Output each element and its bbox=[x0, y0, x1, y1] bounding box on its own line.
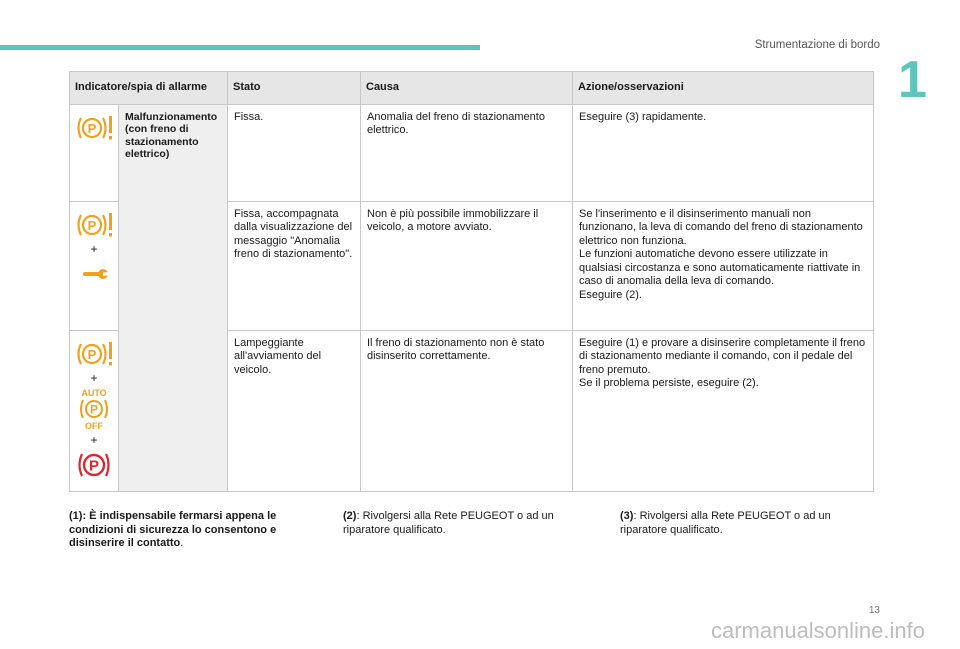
auto-off-parking-icon bbox=[74, 387, 114, 431]
footnote-3-text: : Rivolgersi alla Rete PEUGEOT o ad un riparatore qualificato. bbox=[620, 510, 831, 536]
cell-azione: Eseguire (3) rapidamente. bbox=[573, 104, 874, 201]
warning-light-table bbox=[69, 71, 874, 492]
parking-brake-fault-icon bbox=[74, 210, 114, 240]
footnote-2-text: : Rivolgersi alla Rete PEUGEOT o ad un riparatore qualificato. bbox=[343, 510, 554, 536]
cell-causa: Non è più possibile immobilizzare il veicolo, a motore avviato. bbox=[361, 201, 573, 330]
footnote-3-label: (3) bbox=[620, 510, 634, 522]
footnote-1-end: . bbox=[180, 537, 184, 549]
svg-text:P: P bbox=[87, 217, 97, 233]
table-header-row bbox=[70, 72, 874, 105]
col-header-stato: Stato bbox=[228, 72, 361, 105]
cell-azione: Eseguire (1) e provare a disinserire completamente il freno di stazionamento mediante il comando, con il pedale del freno premuto. Se il problema persiste, eseguire (2). bbox=[573, 330, 874, 491]
plus-sign: + bbox=[90, 241, 98, 256]
cell-stato: Fissa, accompagnata dalla visualizzazione del messaggio "Anomalia freno di stazionamento". bbox=[228, 201, 361, 330]
cell-causa: Il freno di stazionamento non è stato disinserito correttamente. bbox=[361, 330, 573, 491]
watermark: carmanualsonline.info bbox=[710, 618, 925, 643]
indicator-icon-cell bbox=[70, 104, 119, 201]
col-header-azione: Azione/osservazioni bbox=[573, 72, 874, 105]
col-header-indicator: Indicatore/spia di allarme bbox=[70, 72, 228, 105]
plus-sign: + bbox=[90, 370, 98, 385]
footnote-1-text: : È indispensabile fermarsi appena le condizioni di sicurezza lo consentono e disinserire il contatto bbox=[69, 510, 277, 549]
cell-causa: Anomalia del freno di stazionamento elettrico. bbox=[361, 104, 573, 201]
plus-sign: + bbox=[90, 432, 98, 447]
footnote-2 bbox=[343, 510, 588, 537]
parking-brake-fault-icon bbox=[74, 113, 114, 143]
indicator-icon-cell bbox=[70, 330, 119, 491]
indicator-icon-cell bbox=[70, 201, 119, 330]
col-header-causa: Causa bbox=[361, 72, 573, 105]
parking-brake-red-icon bbox=[74, 449, 114, 481]
section-title: Strumentazione di bordo bbox=[754, 39, 880, 51]
svg-text:P: P bbox=[87, 120, 97, 136]
svg-text:P: P bbox=[87, 346, 97, 362]
cell-stato: Lampeggiante all'avviamento del veicolo. bbox=[228, 330, 361, 491]
footnote-3 bbox=[620, 510, 865, 537]
footnote-1 bbox=[69, 510, 309, 551]
parking-brake-fault-icon bbox=[74, 339, 114, 369]
footnote-2-label: (2) bbox=[343, 510, 357, 522]
cell-azione: Se l'inserimento e il disinserimento manuali non funzionano, la leva di comando del freno di stazionamento elettrico non funziona. Le funzioni automatiche devono essere utilizzate in qualsiasi circostanza e sono automaticamente riattivate in caso di anomalia della leva di comando. Eseguire (2). bbox=[573, 201, 874, 330]
footnote-1-label: (1) bbox=[69, 510, 83, 522]
chapter-number: 1 bbox=[898, 51, 927, 109]
indicator-description: Malfunzionamento (con freno di stazionamento elettrico) bbox=[119, 104, 228, 491]
wrench-icon bbox=[79, 264, 109, 284]
svg-text:P: P bbox=[88, 457, 100, 474]
header-accent-bar bbox=[0, 45, 480, 50]
cell-stato: Fissa. bbox=[228, 104, 361, 201]
svg-text:AUTO: AUTO bbox=[81, 387, 107, 398]
svg-text:OFF: OFF bbox=[85, 420, 103, 431]
page-number: 13 bbox=[868, 605, 880, 616]
svg-text:P: P bbox=[89, 402, 99, 416]
table-row bbox=[70, 104, 874, 201]
